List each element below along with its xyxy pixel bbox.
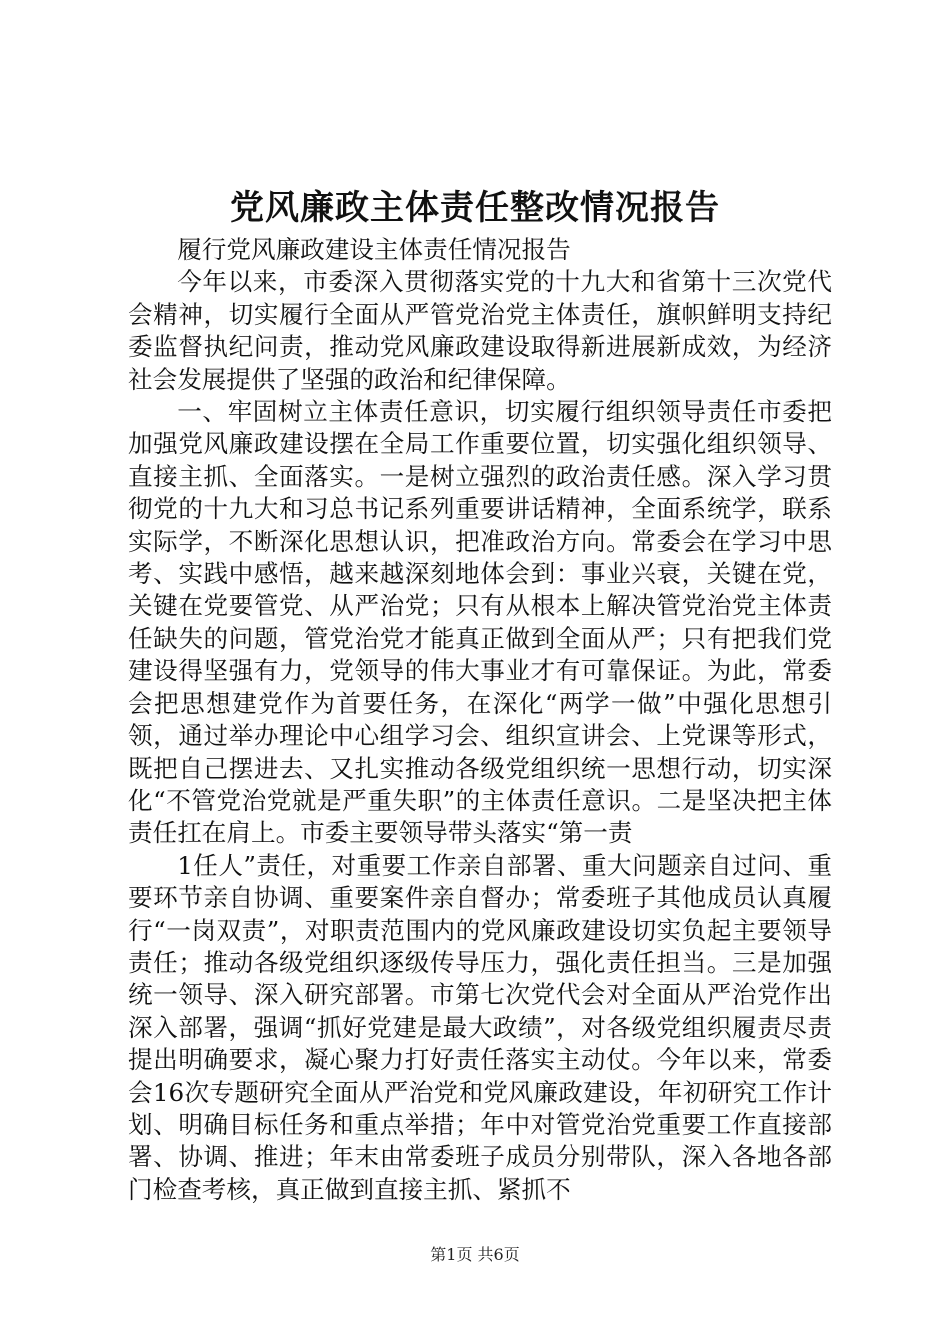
- continuation-paragraph: 1任人”责任，对重要工作亲自部署、重大问题亲自过问、重要环节亲自协调、重要案件亲自督办；常委班子其他成员认真履行“一岗双责”，对职责范围内的党风廉政建设切实负起主要领导责任；推动各级党组织逐级传导压力，强化责任担当。三是加强统一领导、深入研究部署。市第七次党代会对全面从严治党作出深入部署，强调“抓好党建是最大政绩”，对各级党组织履责尽责提出明确要求，凝心聚力打好责任落实主动仗。今年以来，常委会16次专题研究全面从严治党和党风廉政建设，年初研究工作计划、明确目标任务和重点举措；年中对管党治党重要工作直接部署、协调、推进；年末由常委班子成员分别带队，深入各地各部门检查考核，真正做到直接主抓、紧抓不: [128, 850, 832, 1204]
- subtitle-paragraph: 履行党风廉政建设主体责任情况报告: [177, 235, 571, 264]
- document-body: [128, 234, 832, 1206]
- page-number-footer: 第1页 共6页: [430, 1245, 520, 1264]
- section-one-paragraph: 一、牢固树立主体责任意识，切实履行组织领导责任市委把加强党风廉政建设摆在全局工作重要位置，切实强化组织领导、直接主抓、全面落实。一是树立强烈的政治责任感。深入学习贯彻党的十九大和习总书记系列重要讲话精神，全面系统学，联系实际学，不断深化思想认识，把准政治方向。常委会在学习中思考、实践中感悟，越来越深刻地体会到：事业兴衰，关键在党，关键在党要管党、从严治党；只有从根本上解决管党治党主体责任缺失的问题，管党治党才能真正做到全面从严；只有把我们党建设得坚强有力，党领导的伟大事业才有可靠保证。为此，常委会把思想建党作为首要任务，在深化“两学一做”中强化思想引领，通过举办理论中心组学习会、组织宣讲会、上党课等形式，既把自己摆进去、又扎实推动各级党组织统一思想行动，切实深化“不管党治党就是严重失职”的主体责任意识。二是坚决把主体责任扛在肩上。市委主要领导带头落实“第一责: [128, 397, 832, 848]
- intro-paragraph: 今年以来，市委深入贯彻落实党的十九大和省第十三次党代会精神，切实履行全面从严管党治党主体责任，旗帜鲜明支持纪委监督执纪问责，推动党风廉政建设取得新进展新成效，为经济社会发展提供了坚强的政治和纪律保障。: [128, 267, 832, 394]
- document-title: 党风廉政主体责任整改情况报告: [230, 188, 720, 228]
